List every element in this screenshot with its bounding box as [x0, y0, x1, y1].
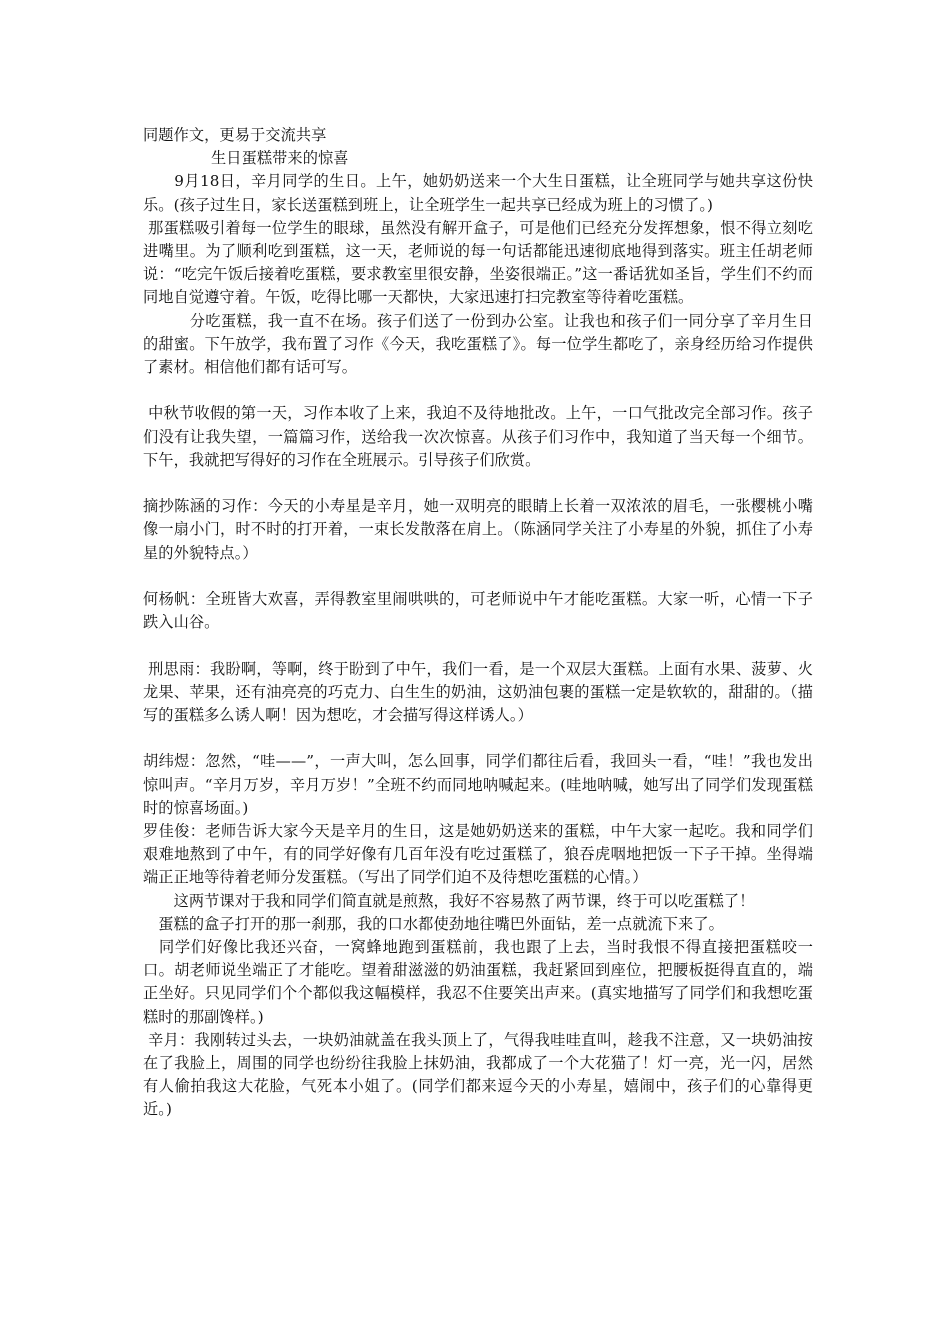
paragraph: 胡纬煜：忽然，“哇——”，一声大叫，怎么回事，同学们都往后看，我回头一看，“哇！”我也发出惊叫声。“辛月万岁，辛月万岁！”全班不约而同地呐喊起来。(哇地呐喊，她写出了同学们发现蛋糕时的惊喜场面。)	[143, 752, 813, 817]
paragraph: 9月18日，辛月同学的生日。上午，她奶奶送来一个大生日蛋糕，让全班同学与她共享这份快乐。(孩子过生日，家长送蛋糕到班上，让全班学生一起共享已经成为班上的习惯了。)	[143, 172, 813, 214]
paragraph: 何杨帆：全班皆大欢喜，弄得教室里闹哄哄的，可老师说中午才能吃蛋糕。大家一听，心情一下子跌入山谷。	[143, 590, 813, 632]
blank-line	[143, 472, 813, 495]
blank-line	[143, 565, 813, 588]
paragraph: 蛋糕的盒子打开的那一刹那，我的口水都使劲地往嘴巴外面钻，差一点就流下来了。	[143, 914, 724, 933]
document-header: 同题作文，更易于交流共享	[143, 126, 327, 144]
paragraph: 辛月：我刚转过头去，一块奶油就盖在我头顶上了，气得我哇哇直叫，趁我不注意，又一块奶油按在了我脸上，周围的同学也纷纷往我脸上抹奶油，我都成了一个大花猫了！灯一亮，光一闪，居然有人偷拍我这大花脸，气死本小姐了。(同学们都来逗今天的小寿星，嬉闹中，孩子们的心靠得更近。)	[143, 1030, 813, 1119]
paragraph: 中秋节收假的第一天，习作本收了上来，我迫不及待地批改。上午，一口气批改完全部习作。孩子们没有让我失望，一篇篇习作，送给我一次次惊喜。从孩子们习作中，我知道了当天每一个细节。下午，我就把写得好的习作在全班展示。引导孩子们欣赏。	[143, 404, 813, 469]
document-title: 生日蛋糕带来的惊喜	[211, 149, 349, 168]
paragraph: 同学们好像比我还兴奋，一窝蜂地跑到蛋糕前，我也跟了上去，当时我恨不得直接把蛋糕咬一口。胡老师说坐端正了才能吃。望着甜滋滋的奶油蛋糕，我赶紧回到座位，把腰板挺得直直的，端正坐好。只见同学们个个都似我这幅模样，我忍不住要笑出声来。(真实地描写了同学们和我想吃蛋糕时的那副馋样。)	[143, 938, 813, 1026]
paragraph: 罗佳俊：老师告诉大家今天是辛月的生日，这是她奶奶送来的蛋糕，中午大家一起吃。我和同学们艰难地熬到了中午，有的同学好像有几百年没有吃过蛋糕了，狼吞虎咽地把饭一下子干掉。坐得端端正正地等待着老师分发蛋糕。（写出了同学们迫不及待想吃蛋糕的心情。）	[143, 822, 813, 887]
blank-line	[143, 379, 813, 402]
document-page	[143, 124, 813, 1122]
paragraph: 刑思雨：我盼啊，等啊，终于盼到了中午，我们一看，是一个双层大蛋糕。上面有水果、菠萝、火龙果、苹果，还有油亮亮的巧克力、白生生的奶油，这奶油包裹的蛋糕一定是软软的，甜甜的。（描写的蛋糕多么诱人啊！因为想吃，才会描写得这样诱人。）	[143, 659, 813, 725]
paragraph: 分吃蛋糕，我一直不在场。孩子们送了一份到办公室。让我也和孩子们一同分享了辛月生日的甜蜜。下午放学，我布置了习作《今天，我吃蛋糕了》。每一位学生都吃了，亲身经历给习作提供了素材。相信他们都有话可写。	[143, 311, 813, 377]
document-body	[143, 170, 813, 1121]
paragraph: 摘抄陈涵的习作：今天的小寿星是辛月，她一双明亮的眼睛上长着一双浓浓的眉毛，一张樱桃小嘴像一扇小门，时不时的打开着，一束长发散落在肩上。（陈涵同学关注了小寿星的外貌，抓住了小寿星的外貌特点。）	[143, 497, 813, 562]
paragraph: 那蛋糕吸引着每一位学生的眼球，虽然没有解开盒子，可是他们已经充分发挥想象，恨不得立刻吃进嘴里。为了顺利吃到蛋糕，这一天，老师说的每一句话都能迅速彻底地得到落实。班主任胡老师说：“吃完午饭后接着吃蛋糕，要求教室里很安静，坐姿很端正。”这一番话犹如圣旨，学生们不约而同地自觉遵守着。午饭，吃得比哪一天都快，大家迅速打扫完教室等待着吃蛋糕。	[143, 218, 813, 307]
blank-line	[143, 727, 813, 750]
blank-line	[143, 634, 813, 657]
paragraph: 这两节课对于我和同学们简直就是煎熬，我好不容易熬了两节课，终于可以吃蛋糕了！	[143, 891, 755, 910]
